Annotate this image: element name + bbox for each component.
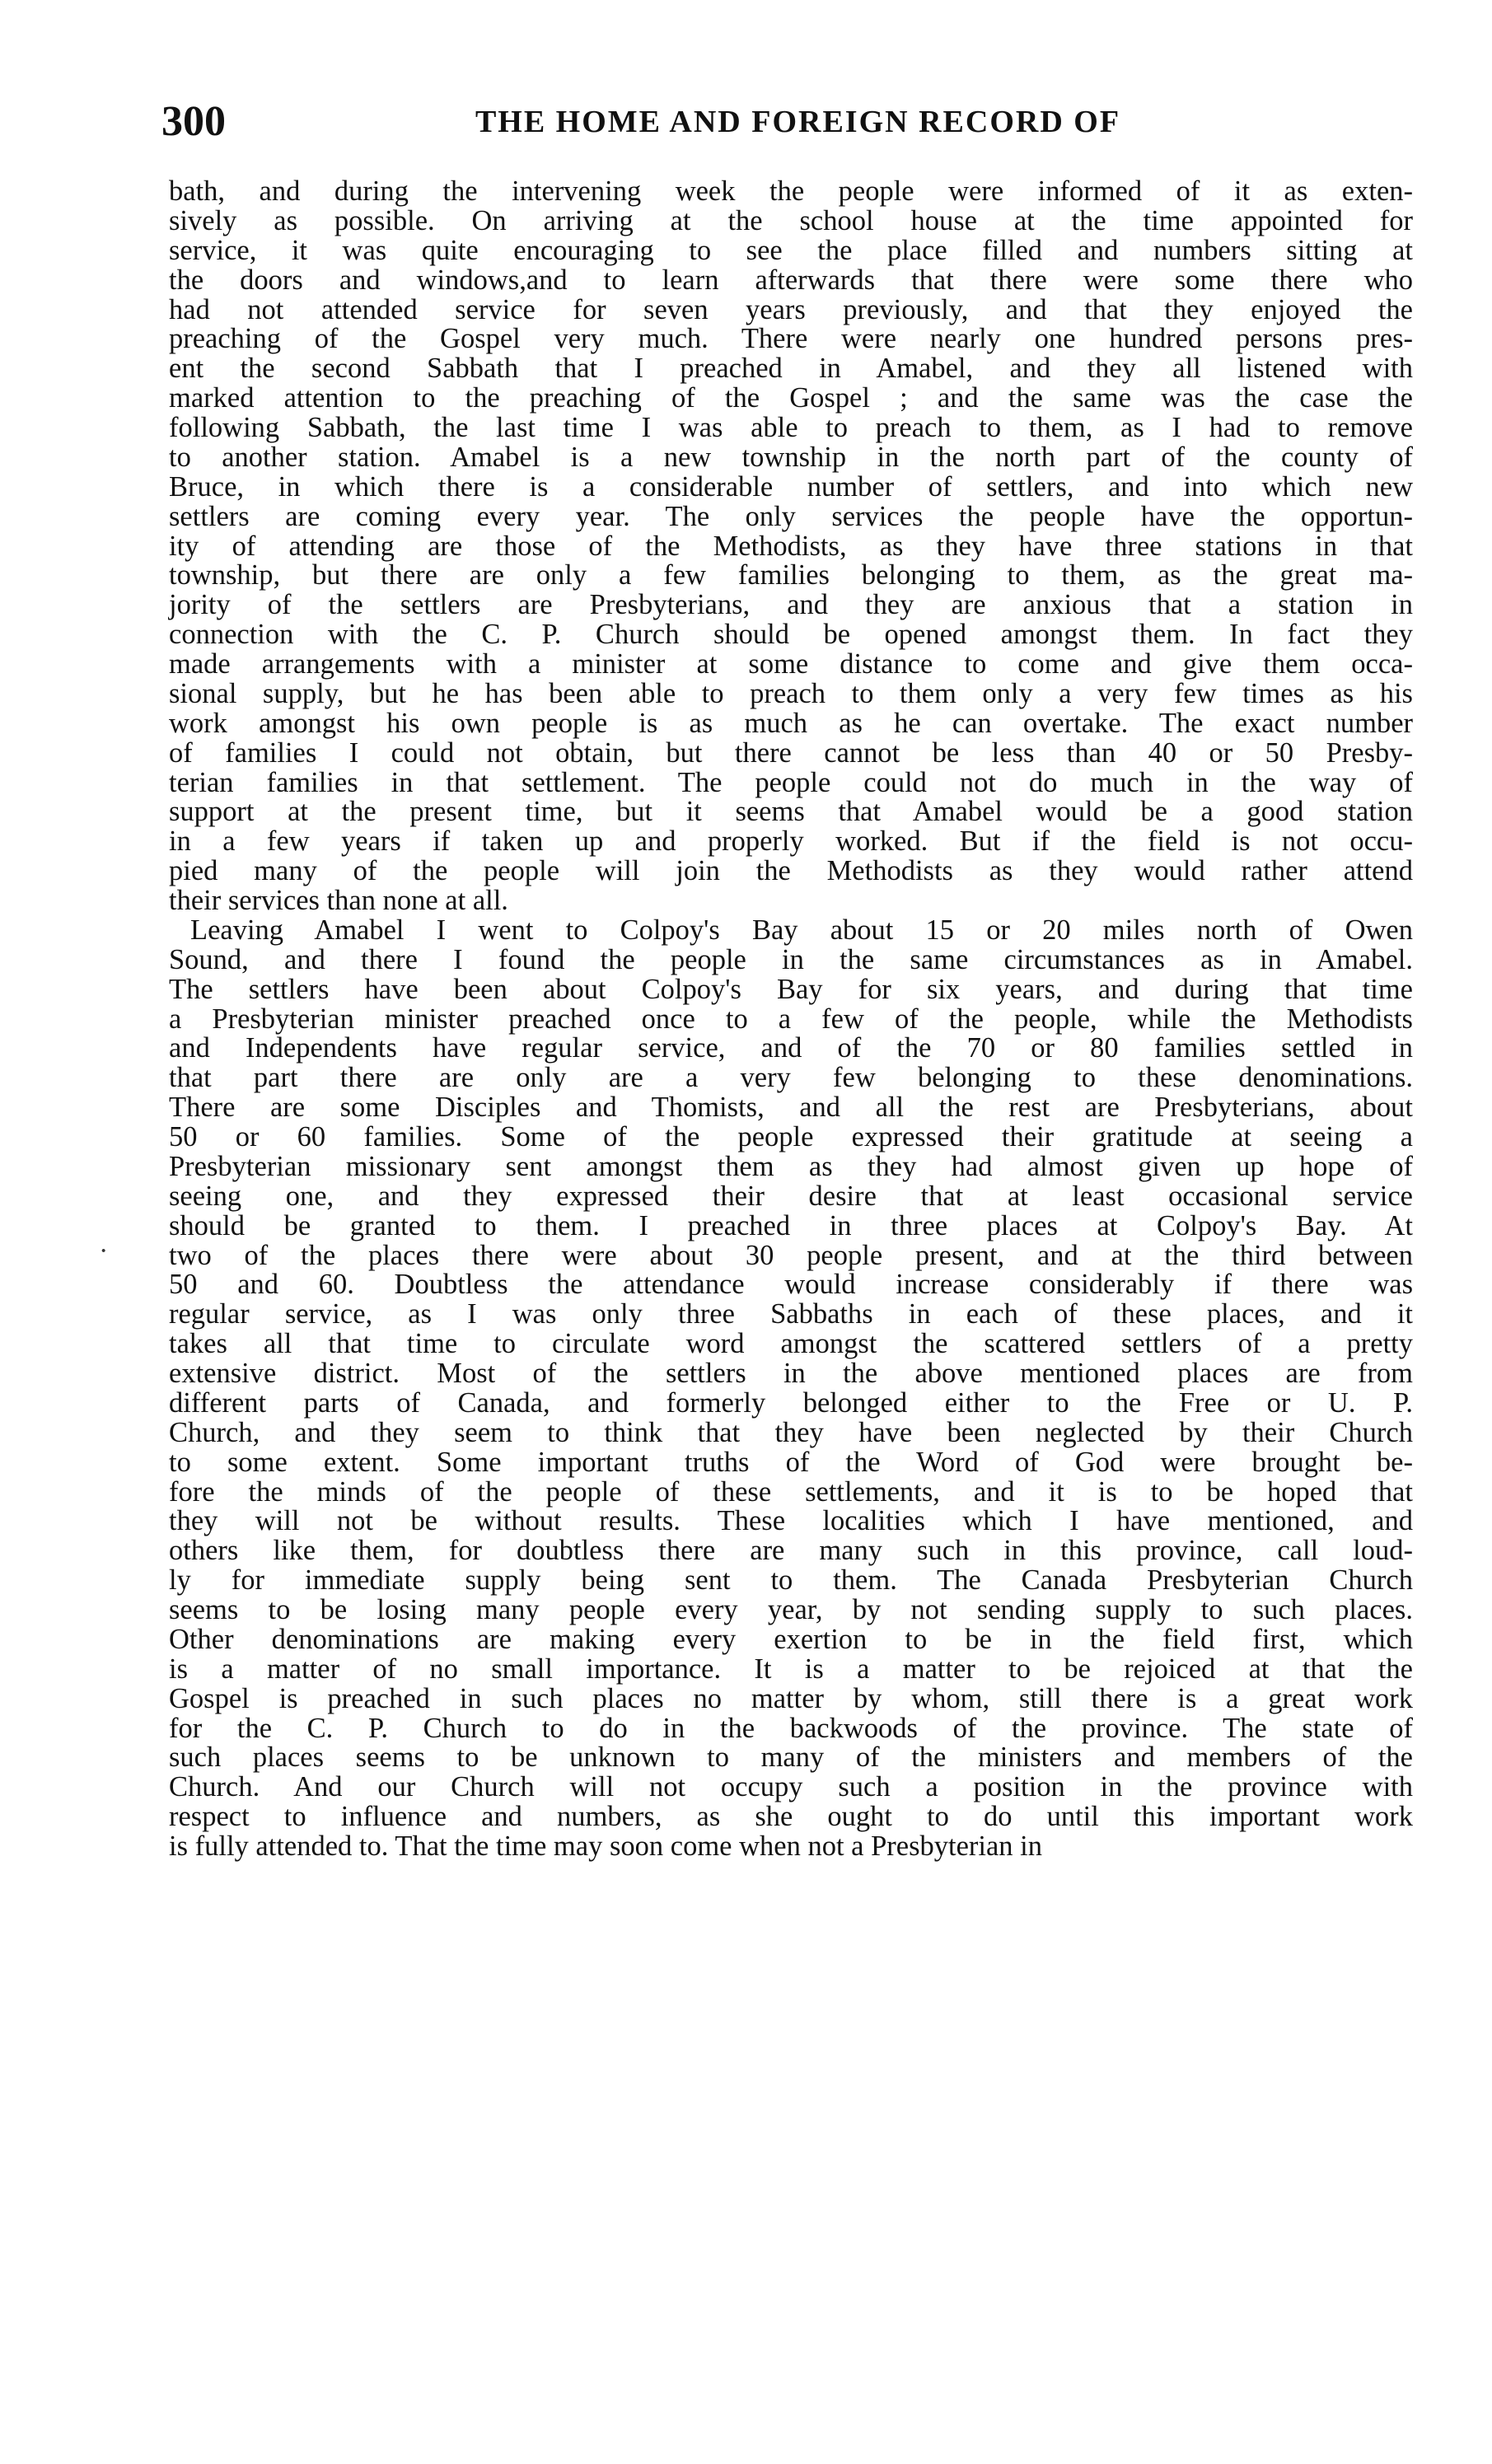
text-line: Church, and they seem to think that they have been neglected by their Church bbox=[169, 1416, 1413, 1448]
text-line: fore the minds of the people of these settlements, and it is to be hoped that bbox=[169, 1475, 1413, 1508]
text-line: Sound, and there I found the people in the same circumstances as in Amabel. bbox=[169, 943, 1413, 975]
text-line: 50 and 60. Doubtless the attendance would increase considerably if there was bbox=[169, 1269, 1413, 1301]
text-line: they will not be without results. These localities which I have mentioned, and bbox=[169, 1505, 1413, 1537]
margin-mark: · bbox=[99, 1236, 109, 1266]
text-line: Other denominations are making every exertion to be in the field first, which bbox=[169, 1623, 1413, 1655]
text-line: work amongst his own people is as much as he can overtake. The exact number bbox=[169, 707, 1413, 739]
text-line: Bruce, in which there is a considerable number of settlers, and into which new bbox=[169, 470, 1413, 503]
text-line: jority of the settlers are Presbyterians, and they are anxious that a station in bbox=[169, 589, 1413, 621]
text-line: Presbyterian missionary sent amongst them as they had almost given up hope of bbox=[169, 1150, 1413, 1182]
text-line: There are some Disciples and Thomists, and all the rest are Presbyterians, about bbox=[169, 1092, 1413, 1124]
text-line: a Presbyterian minister preached once to a few of the people, while the Methodists bbox=[169, 1003, 1413, 1035]
text-line: takes all that time to circulate word amongst the scattered settlers of a pretty bbox=[169, 1328, 1413, 1360]
text-line: and Independents have regular service, and of the 70 or 80 families settled in bbox=[169, 1032, 1413, 1064]
text-line: Leaving Amabel I went to Colpoy's Bay about 15 or 20 miles north of Owen bbox=[190, 914, 1413, 946]
text-line: ity of attending are those of the Methodists, as they have three stations in that bbox=[169, 530, 1413, 562]
body-text bbox=[169, 177, 1413, 1862]
text-line: of families I could not obtain, but there cannot be less than 40 or 50 Presby- bbox=[169, 736, 1413, 769]
text-line: extensive district. Most of the settlers in the above mentioned places are from bbox=[169, 1358, 1413, 1389]
text-line: Gospel is preached in such places no matter by whom, still there is a great work bbox=[169, 1682, 1413, 1714]
text-line: is fully attended to. That the time may soon come when not a Presbyterian in bbox=[169, 1830, 1042, 1862]
text-line: marked attention to the preaching of the Gospel ; and the same was the case the bbox=[169, 382, 1413, 414]
text-line: to some extent. Some important truths of the Word of God were brought be- bbox=[169, 1446, 1413, 1478]
text-line: ent the second Sabbath that I preached in Amabel, and they all listened with bbox=[169, 353, 1413, 385]
text-line: the doors and windows,and to learn afterwards that there were some there who bbox=[169, 264, 1413, 296]
text-line: different parts of Canada, and formerly belonged either to the Free or U. P. bbox=[169, 1386, 1413, 1419]
text-line: should be granted to them. I preached in three places at Colpoy's Bay. At bbox=[169, 1209, 1413, 1241]
text-line: support at the present time, but it seems that Amabel would be a good station bbox=[169, 796, 1413, 828]
text-line: that part there are only are a very few belonging to these denominations. bbox=[169, 1062, 1413, 1094]
paragraph bbox=[169, 177, 1413, 916]
text-line: is a matter of no small importance. It is a matter to be rejoiced at that the bbox=[169, 1653, 1413, 1685]
page-header bbox=[161, 97, 1401, 147]
text-line: settlers are coming every year. The only services the people have the opportun- bbox=[169, 500, 1413, 532]
text-line: sional supply, but he has been able to preach to them only a very few times as his bbox=[169, 677, 1413, 709]
text-line: township, but there are only a few families belonging to them, as the great ma- bbox=[169, 559, 1413, 591]
text-line: following Sabbath, the last time I was able to preach to them, as I had to remove bbox=[169, 412, 1413, 443]
text-line: two of the places there were about 30 people present, and at the third between bbox=[169, 1239, 1413, 1271]
text-line: service, it was quite encouraging to see the place filled and numbers sitting at bbox=[169, 234, 1413, 266]
text-line: sively as possible. On arriving at the school house at the time appointed for bbox=[169, 204, 1413, 236]
text-line: pied many of the people will join the Methodists as they would rather attend bbox=[169, 855, 1413, 887]
text-line: seems to be losing many people every year, by not sending supply to such places. bbox=[169, 1594, 1413, 1625]
text-line: regular service, as I was only three Sabbaths in each of these places, and it bbox=[169, 1298, 1413, 1330]
text-line: 50 or 60 families. Some of the people expressed their gratitude at seeing a bbox=[169, 1121, 1413, 1153]
text-line: others like them, for doubtless there are many such in this province, call loud- bbox=[169, 1535, 1413, 1567]
text-line: ly for immediate supply being sent to them. The Canada Presbyterian Church bbox=[169, 1564, 1413, 1597]
text-line: such places seems to be unknown to many of the ministers and members of the bbox=[169, 1742, 1413, 1774]
text-line: respect to influence and numbers, as she ought to do until this important work bbox=[169, 1801, 1413, 1833]
text-line: terian families in that settlement. The people could not do much in the way of bbox=[169, 766, 1413, 798]
text-line: preaching of the Gospel very much. There were nearly one hundred persons pres- bbox=[169, 323, 1413, 355]
text-line: bath, and during the intervening week the people were informed of it as exten- bbox=[169, 175, 1413, 207]
text-line: to another station. Amabel is a new township in the north part of the county of bbox=[169, 441, 1413, 473]
text-line: in a few years if taken up and properly worked. But if the field is not occu- bbox=[169, 825, 1413, 858]
text-line: for the C. P. Church to do in the backwoods of the province. The state of bbox=[169, 1712, 1413, 1744]
running-title: THE HOME AND FOREIGN RECORD OF bbox=[475, 105, 1121, 139]
text-line: Church. And our Church will not occupy such a position in the province with bbox=[169, 1771, 1413, 1803]
page-number: 300 bbox=[161, 98, 226, 145]
paragraph bbox=[169, 916, 1413, 1862]
text-line: their services than none at all. bbox=[169, 885, 508, 916]
text-line: The settlers have been about Colpoy's Bay for six years, and during that time bbox=[169, 973, 1413, 1005]
text-line: connection with the C. P. Church should be opened amongst them. In fact they bbox=[169, 619, 1413, 651]
text-line: had not attended service for seven years previously, and that they enjoyed the bbox=[169, 293, 1413, 325]
text-line: seeing one, and they expressed their desire that at least occasional service bbox=[169, 1180, 1413, 1212]
text-line: made arrangements with a minister at some distance to come and give them occa- bbox=[169, 648, 1413, 680]
